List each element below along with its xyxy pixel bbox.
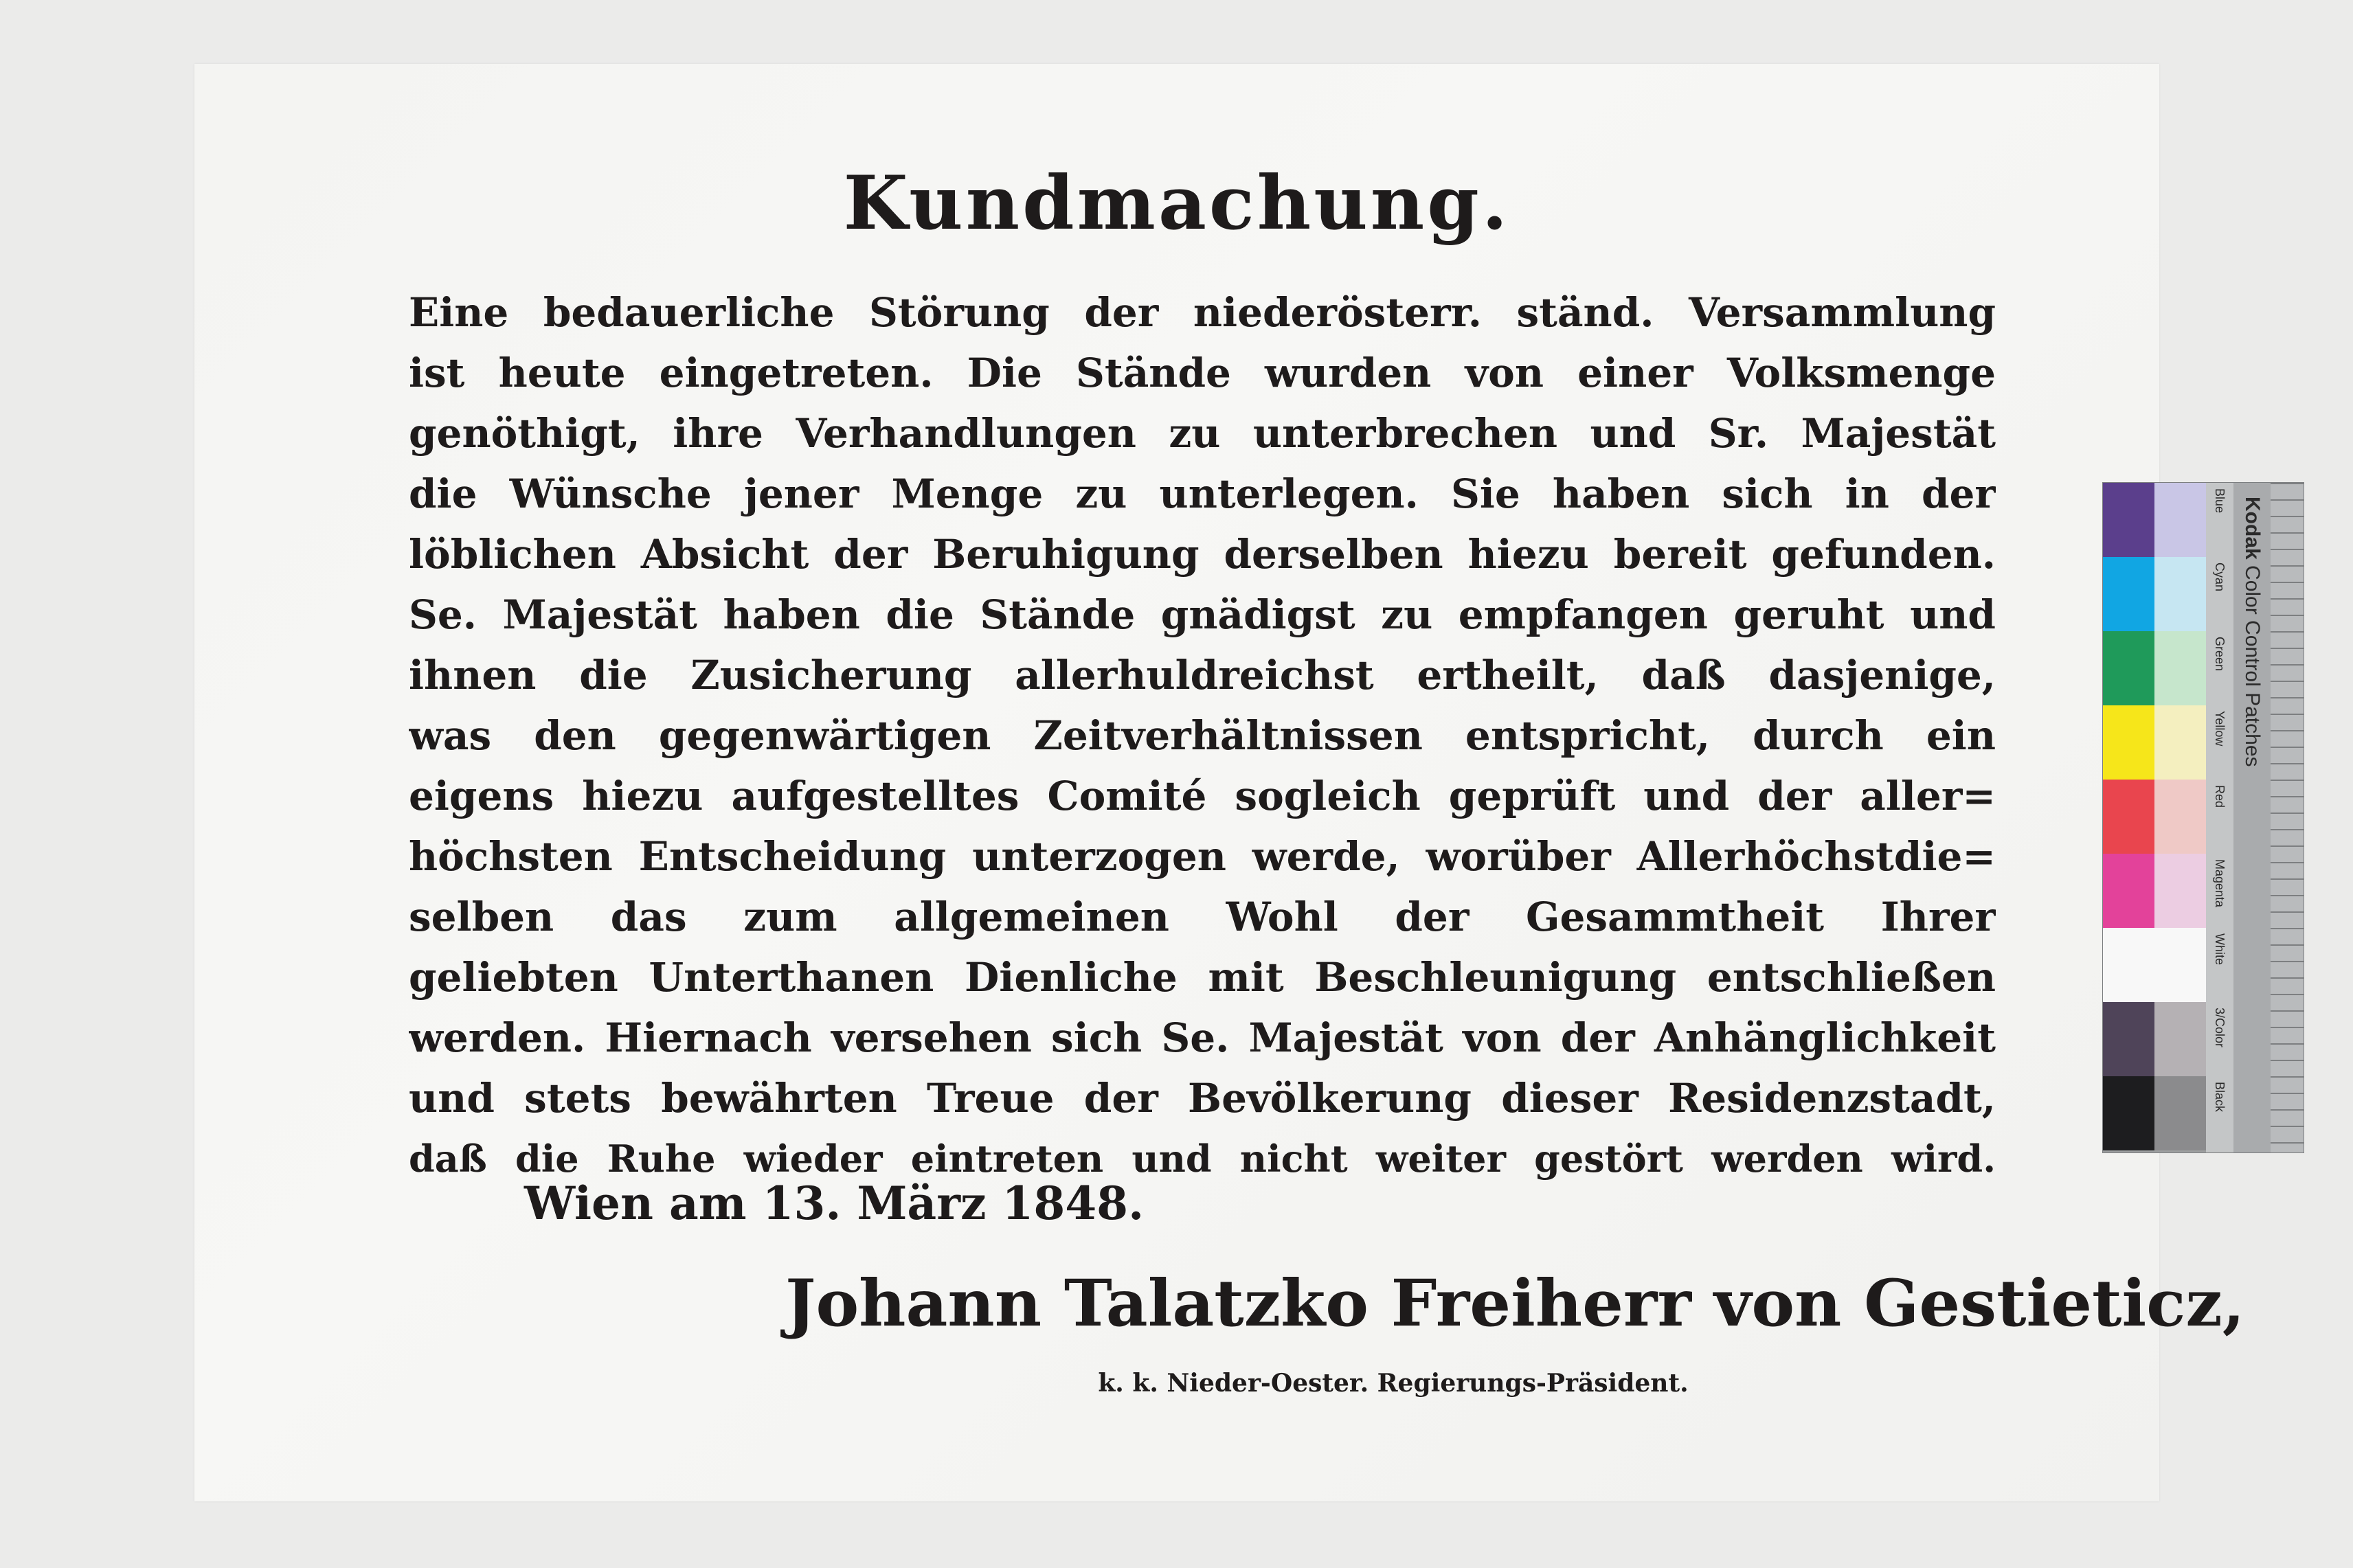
patch-label: Red: [2213, 785, 2227, 808]
color-patch: [2103, 705, 2154, 780]
body-line: Eine bedauerliche Störung der niederösterr. ständ. Versammlung: [409, 289, 1996, 336]
body-line: ihnen die Zusicherung allerhuldreichst ertheilt, daß dasjenige,: [409, 652, 1996, 698]
signature: Johann Talatzko Freiherr von Gestieticz,: [785, 1266, 2245, 1341]
body-line: was den gegenwärtigen Zeitverhältnissen entspricht, durch ein: [409, 712, 1996, 759]
patch-label: Cyan: [2213, 563, 2227, 592]
patch-labels: [2206, 483, 2233, 1152]
strip-brand-text: [2233, 497, 2271, 767]
color-patch-row: [2103, 854, 2206, 928]
ruler: [2271, 483, 2304, 1152]
body-line: und stets bewährten Treue der Bevölkerung dieser Residenzstadt,: [409, 1075, 1996, 1122]
office-title: k. k. Nieder-Oester. Regierungs-Präsident.: [1098, 1369, 1689, 1398]
color-patch-row: [2103, 928, 2206, 1002]
color-patch: [2154, 1076, 2206, 1150]
body-line: genöthigt, ihre Verhandlungen zu unterbrechen und Sr. Majestät: [409, 410, 1996, 457]
color-patch: [2154, 854, 2206, 928]
body-line: selben das zum allgemeinen Wohl der Gesammtheit Ihrer: [409, 894, 1996, 940]
color-patch: [2154, 483, 2206, 557]
color-patch: [2103, 483, 2154, 557]
color-patch: [2103, 854, 2154, 928]
color-control-strip: [2102, 482, 2304, 1153]
color-patch: [2154, 780, 2206, 854]
body-line: werden. Hiernach versehen sich Se. Majestät von der Anhänglichkeit: [409, 1014, 1996, 1061]
color-patch: [2154, 631, 2206, 705]
color-patch: [2154, 928, 2206, 1002]
date-line: Wien am 13. März 1848.: [524, 1177, 1145, 1230]
body-line: daß die Ruhe wieder eintreten und nicht weiter gestört werden wird.: [409, 1137, 1996, 1181]
proclamation-body: [409, 282, 1996, 1189]
color-patch: [2154, 1002, 2206, 1076]
color-patch-row: [2103, 705, 2206, 780]
body-line: löblichen Absicht der Beruhigung derselben hiezu bereit gefunden.: [409, 531, 1996, 578]
product-name: Color Control Patches: [2241, 565, 2264, 767]
color-patch-row: [2103, 780, 2206, 854]
patch-label: Blue: [2213, 488, 2227, 514]
body-line: ist heute eingetreten. Die Stände wurden von einer Volksmenge: [409, 350, 1996, 396]
color-patch-row: [2103, 557, 2206, 631]
color-patch: [2103, 631, 2154, 705]
body-line: geliebten Unterthanen Dienliche mit Beschleunigung entschließen: [409, 954, 1996, 1001]
poster-title: Kundmachung.: [843, 160, 1511, 247]
color-patches: [2103, 483, 2206, 1152]
color-patch: [2103, 1002, 2154, 1076]
color-patch: [2154, 705, 2206, 780]
patch-label: White: [2213, 933, 2227, 966]
body-line: die Wünsche jener Menge zu unterlegen. Sie haben sich in der: [409, 470, 1996, 517]
body-line: Se. Majestät haben die Stände gnädigst zu empfangen geruht und: [409, 591, 1996, 638]
color-patch-row: [2103, 1002, 2206, 1076]
color-patch: [2154, 557, 2206, 631]
color-patch: [2103, 557, 2154, 631]
patch-label: Yellow: [2213, 711, 2227, 747]
patch-label: Green: [2213, 637, 2227, 672]
body-line: eigens hiezu aufgestelltes Comité sogleich geprüft und der aller=: [409, 773, 1996, 819]
color-patch-row: [2103, 483, 2206, 557]
patch-label: 3/Color: [2213, 1008, 2227, 1048]
patch-label: Magenta: [2213, 859, 2227, 908]
color-patch: [2103, 780, 2154, 854]
color-patch: [2103, 928, 2154, 1002]
color-patch-row: [2103, 1076, 2206, 1150]
color-patch-row: [2103, 631, 2206, 705]
patch-label: Black: [2213, 1082, 2227, 1113]
color-patch: [2103, 1076, 2154, 1150]
brand-name: Kodak: [2241, 497, 2264, 560]
body-line: höchsten Entscheidung unterzogen werde, worüber Allerhöchstdie=: [409, 833, 1996, 880]
strip-brand: [2233, 483, 2271, 1152]
